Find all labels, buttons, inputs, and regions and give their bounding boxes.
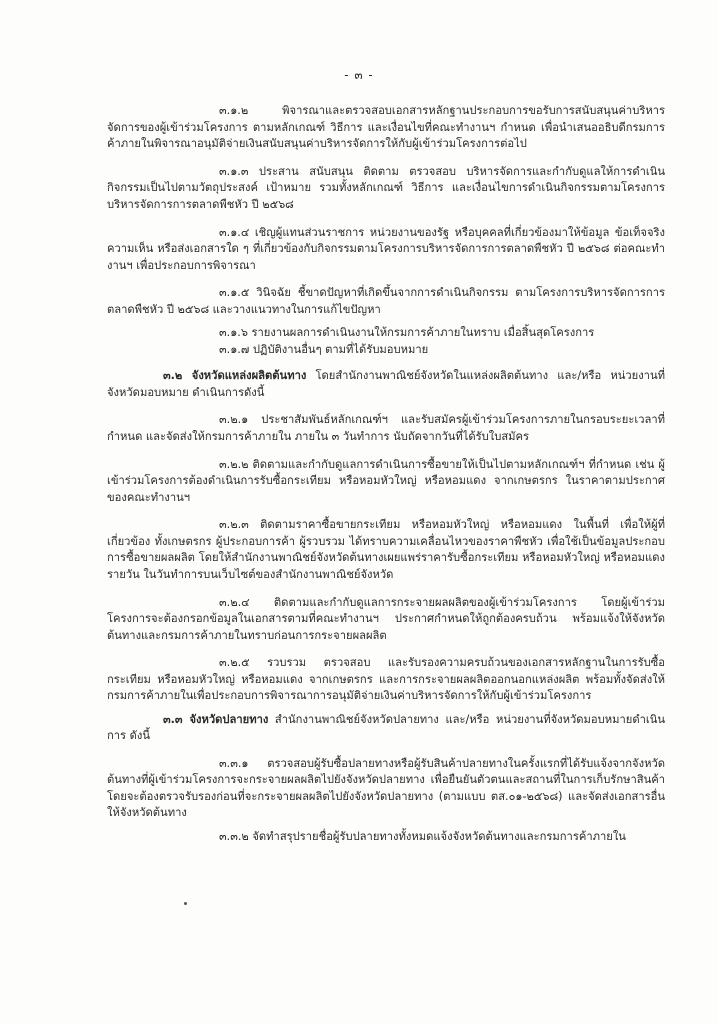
clause-3-1-7: ๓.๑.๗ ปฏิบัติงานอื่นๆ ตามที่ได้รับมอบหมาย bbox=[219, 342, 429, 356]
section-3-3-text: สำนักงานพาณิชย์จังหวัดปลายทาง และ/หรือ หน่วยงานที่จังหวัดมอบหมายดำเนินการ ดังนี้ bbox=[107, 712, 666, 743]
clause-3-2-5: ๓.๒.๕ รวบรวม ตรวจสอบ และรับรองความครบถ้วนของเอกสารหลักฐานในการรับซื้อกระเทียม หรือหอมหัวใหญ่ หรือหอมแดง จากเกษตรกร และการกระจายผลผลิตออกนอกแหล่งผลิต พร้อมทั้งจัดส่งให้กรมการค้าภายในเพื่อประกอบการพิจารณาการอนุมัติจ่ายเงินค่าบริหารจัดการให้กับผู้เข้าร่วมโครงการ bbox=[107, 656, 665, 703]
clause-3-1-6: ๓.๑.๖ รายงานผลการดำเนินงานให้กรมการค้าภายในทราบ เมื่อสิ้นสุดโครงการ bbox=[219, 326, 595, 340]
clause-3-2-4: ๓.๒.๔ ติดตามและกำกับดูแลการกระจายผลผลิตของผู้เข้าร่วมโครงการ โดยผู้เข้าร่วมโครงการจะต้องกรอกข้อมูลในเอกสารตามที่คณะทำงานฯ ประกาศกำหนดให้ถูกต้องครบถ้วน พร้อมแจ้งให้จังหวัดต้นทางและกรมการค้าภายในทราบก่อนการกระจายผลผลิต bbox=[107, 595, 665, 642]
clause-3-3-2: ๓.๓.๒ จัดทำสรุปรายชื่อผู้รับปลายทางทั้งหมดแจ้งจังหวัดต้นทางและกรมการค้าภายใน bbox=[219, 829, 626, 843]
section-3-2-text: โดยสำนักงานพาณิชย์จังหวัดในแหล่งผลิตต้นทาง และ/หรือ หน่วยงานที่จังหวัดมอบหมาย ดำเนินการดังนี้ bbox=[107, 369, 665, 399]
clause-3-1-3: ๓.๑.๓ ประสาน สนับสนุน ติดตาม ตรวจสอบ บริหารจัดการและกำกับดูแลให้การดำเนินกิจกรรมเป็นไปตามวัตถุประสงค์ เป้าหมาย รวมทั้งหลักเกณฑ์ วิธีการ และเงื่อนไขการดำเนินกิจกรรมตามโครงการบริหารจัดการการตลาดพืชหัว ปี ๒๕๖๘ bbox=[107, 164, 665, 211]
clause-3-1-2: ๓.๑.๒ พิจารณาและตรวจสอบเอกสารหลักฐานประกอบการขอรับการสนับสนุนค่าบริหารจัดการของผู้เข้าร่วมโครงการ ตามหลักเกณฑ์ วิธีการ และเงื่อนไขที่คณะทำงานฯ กำหนด เพื่อนำเสนออธิบดีกรมการค้าภายในพิจารณาอนุมัติจ่ายเงินสนับสนุนค่าบริหารจัดการให้กับผู้เข้าร่วมโครงการต่อไป bbox=[107, 104, 665, 151]
section-3-3 bbox=[107, 712, 665, 745]
clause-3-2-3: ๓.๒.๓ ติดตามราคาซื้อขายกระเทียม หรือหอมหัวใหญ่ หรือหอมแดง ในพื้นที่ เพื่อให้ผู้ที่เกี่ยวข้อง ทั้งเกษตรกร ผู้ประกอบการค้า ผู้รวบรวม ได้ทราบความเคลื่อนไหวของราคาพืชหัว เพื่อใช้เป็นข้อมูลประกอบการซื้อขายผลผลิต โดยให้สำนักงานพาณิชย์จังหวัดต้นทางเผยแพร่ราคารับซื้อกระเทียม หรือหอมหัวใหญ่ หรือหอมแดงรายวัน ในวันทำการบนเว็บไซต์ของสำนักงานพาณิชย์จังหวัด bbox=[107, 518, 665, 581]
section-3-2-title: ๓.๒ จังหวัดแหล่งผลิตต้นทาง bbox=[163, 369, 307, 383]
section-3-3-title: ๓.๓ จังหวัดปลายทาง bbox=[163, 712, 269, 726]
document-body bbox=[107, 92, 665, 845]
clause-3-3-1: ๓.๓.๑ ตรวจสอบผู้รับซื้อปลายทางหรือผู้รับสินค้าปลายทางในครั้งแรกที่ได้รับแจ้งจากจังหวัดต้นทางที่ผู้เข้าร่วมโครงการจะกระจายผลผลิตไปยังจังหวัดปลายทาง เพื่อยืนยันตัวตนและสถานที่ในการเก็บรักษาสินค้า โดยจะต้องตรวจรับรองก่อนที่จะกระจายผลผลิตไปยังจังหวัดปลายทาง (ตามแบบ ตส.๐๑-๒๕๖๘) และจัดส่งเอกสารอื่นให้จังหวัดต้นทาง bbox=[107, 756, 665, 820]
section-3-2 bbox=[107, 368, 665, 401]
clause-3-1-5: ๓.๑.๕ วินิจฉัย ชี้ขาดปัญหาที่เกิดขึ้นจากการดำเนินกิจกรรม ตามโครงการบริหารจัดการการตลาดพืชหัว ปี ๒๕๖๘ และวางแนวทางในการแก้ไขปัญหา bbox=[107, 286, 665, 316]
clause-3-1-4: ๓.๑.๔ เชิญผู้แทนส่วนราชการ หน่วยงานของรัฐ หรือบุคคลที่เกี่ยวข้องมาให้ข้อมูล ข้อเท็จจริง ความเห็น หรือส่งเอกสารใด ๆ ที่เกี่ยวข้องกับกิจกรรมตามโครงการบริหารจัดการการตลาดพืชหัว ปี ๒๕๖๘ ต่อคณะทำงานฯ เพื่อประกอบการพิจารณา bbox=[107, 225, 665, 272]
scan-speck bbox=[184, 902, 187, 905]
clause-3-2-1: ๓.๒.๑ ประชาสัมพันธ์หลักเกณฑ์ฯ และรับสมัครผู้เข้าร่วมโครงการภายในกรอบระยะเวลาที่กำหนด และจัดส่งให้กรมการค้าภายใน ภายใน ๓ วันทำการ นับถัดจากวันที่ได้รับใบสมัคร bbox=[107, 413, 665, 443]
page-number: - ๓ - bbox=[344, 68, 374, 82]
clause-3-2-2: ๓.๒.๒ ติดตามและกำกับดูแลการดำเนินการซื้อขายให้เป็นไปตามหลักเกณฑ์ฯ ที่กำหนด เช่น ผู้เข้าร่วมโครงการต้องดำเนินการรับซื้อกระเทียม หรือหอมหัวใหญ่ หรือหอมแดง จากเกษตรกร ในราคาตามประกาศของคณะทำงานฯ bbox=[107, 457, 665, 504]
